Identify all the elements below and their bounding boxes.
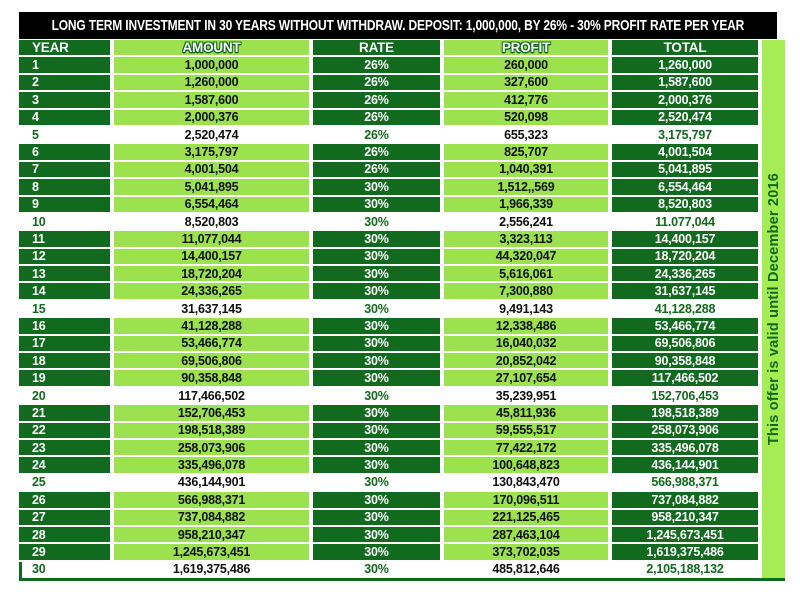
table-bottom-border: [19, 578, 785, 581]
table-cell-amount: 90,358,848: [114, 370, 309, 385]
table-cell-rate: 26%: [313, 162, 440, 177]
table-cell-rate: 30%: [313, 457, 440, 472]
table-cell-amount: 5,041,895: [114, 179, 309, 194]
table-cell-amount: 8,520,803: [114, 214, 309, 229]
table-cell-total: 14,400,157: [612, 231, 758, 246]
table-cell-amount: 69,506,806: [114, 353, 309, 368]
table-cell-profit: 12,338,486: [444, 318, 608, 333]
table-cell-year: 19: [19, 370, 110, 385]
table-cell-rate: 30%: [313, 527, 440, 542]
table-cell-amount: 1,619,375,486: [114, 562, 309, 577]
table-cell-total: 2,520,474: [612, 110, 758, 125]
table-left-border-fragment: [19, 562, 22, 578]
table-cell-profit: 44,320,047: [444, 249, 608, 264]
table-cell-year: 21: [19, 405, 110, 420]
table-cell-amount: 11,077,044: [114, 231, 309, 246]
table-cell-rate: 26%: [313, 127, 440, 142]
table-cell-rate: 30%: [313, 405, 440, 420]
table-cell-profit: 59,555,517: [444, 423, 608, 438]
table-cell-profit: 655,323: [444, 127, 608, 142]
column-header-profit: PROFIT: [444, 40, 608, 55]
table-cell-amount: 4,001,504: [114, 162, 309, 177]
table-cell-profit: 327,600: [444, 75, 608, 90]
title-text: LONG TERM INVESTMENT IN 30 YEARS WITHOUT WITHDRAW. DEPOSIT: 1,000,000, BY 26% - 30% PROFIT RATE PER YEAR: [51, 17, 745, 34]
table-cell-year: 30: [19, 562, 110, 577]
table-cell-profit: 373,702,035: [444, 544, 608, 559]
table-cell-amount: 152,706,453: [114, 405, 309, 420]
table-cell-rate: 26%: [313, 75, 440, 90]
table-cell-total: 24,336,265: [612, 266, 758, 281]
table-cell-rate: 30%: [313, 492, 440, 507]
table-cell-amount: 18,720,204: [114, 266, 309, 281]
table-cell-rate: 30%: [313, 318, 440, 333]
table-cell-profit: 2,556,241: [444, 214, 608, 229]
column-header-year: YEAR: [19, 40, 110, 55]
column-header-amount: AMOUNT: [114, 40, 309, 55]
table-cell-rate: 30%: [313, 562, 440, 577]
table-cell-amount: 53,466,774: [114, 336, 309, 351]
table-cell-rate: 30%: [313, 475, 440, 490]
table-cell-rate: 30%: [313, 370, 440, 385]
table-cell-amount: 566,988,371: [114, 492, 309, 507]
table-cell-profit: 16,040,032: [444, 336, 608, 351]
table-cell-total: 1,245,673,451: [612, 527, 758, 542]
table-cell-year: 16: [19, 318, 110, 333]
table-cell-profit: 221,125,465: [444, 510, 608, 525]
table-cell-total: 958,210,347: [612, 510, 758, 525]
table-cell-rate: 30%: [313, 214, 440, 229]
table-cell-total: 6,554,464: [612, 179, 758, 194]
table-cell-rate: 30%: [313, 544, 440, 559]
table-cell-amount: 24,336,265: [114, 283, 309, 298]
table-cell-profit: 45,811,936: [444, 405, 608, 420]
table-cell-rate: 30%: [313, 423, 440, 438]
table-cell-profit: 20,852,042: [444, 353, 608, 368]
table-cell-profit: 825,707: [444, 144, 608, 159]
table-cell-year: 25: [19, 475, 110, 490]
table-cell-amount: 2,000,376: [114, 110, 309, 125]
table-cell-total: 90,358,848: [612, 353, 758, 368]
table-cell-amount: 3,175,797: [114, 144, 309, 159]
table-cell-profit: 170,096,511: [444, 492, 608, 507]
table-cell-profit: 520,098: [444, 110, 608, 125]
table-cell-profit: 77,422,172: [444, 440, 608, 455]
table-cell-total: 1,619,375,486: [612, 544, 758, 559]
table-cell-profit: 1,512,,569: [444, 179, 608, 194]
table-cell-profit: 1,966,339: [444, 197, 608, 212]
table-cell-total: 31,637,145: [612, 283, 758, 298]
table-cell-rate: 30%: [313, 353, 440, 368]
table-cell-amount: 1,000,000: [114, 57, 309, 72]
table-cell-amount: 31,637,145: [114, 301, 309, 316]
table-cell-total: 566,988,371: [612, 475, 758, 490]
table-cell-profit: 3,323,113: [444, 231, 608, 246]
table-cell-year: 22: [19, 423, 110, 438]
table-cell-year: 7: [19, 162, 110, 177]
table-cell-rate: 30%: [313, 283, 440, 298]
table-cell-year: 11: [19, 231, 110, 246]
table-cell-year: 6: [19, 144, 110, 159]
table-cell-rate: 30%: [313, 440, 440, 455]
table-cell-total: 436,144,901: [612, 457, 758, 472]
table-cell-year: 8: [19, 179, 110, 194]
table-cell-total: 258,073,906: [612, 423, 758, 438]
table-cell-profit: 1,040,391: [444, 162, 608, 177]
table-cell-rate: 30%: [313, 336, 440, 351]
table-cell-total: 198,518,389: [612, 405, 758, 420]
table-cell-rate: 30%: [313, 301, 440, 316]
table-cell-rate: 30%: [313, 510, 440, 525]
table-cell-amount: 198,518,389: [114, 423, 309, 438]
table-cell-amount: 335,496,078: [114, 457, 309, 472]
table-cell-profit: 130,843,470: [444, 475, 608, 490]
table-cell-total: 3,175,797: [612, 127, 758, 142]
table-cell-profit: 7,300,880: [444, 283, 608, 298]
table-cell-amount: 737,084,882: [114, 510, 309, 525]
table-cell-year: 12: [19, 249, 110, 264]
table-cell-total: 69,506,806: [612, 336, 758, 351]
table-cell-amount: 1,260,000: [114, 75, 309, 90]
table-cell-year: 9: [19, 197, 110, 212]
table-cell-rate: 26%: [313, 92, 440, 107]
table-cell-total: 41,128,288: [612, 301, 758, 316]
table-cell-year: 2: [19, 75, 110, 90]
table-cell-year: 4: [19, 110, 110, 125]
table-cell-total: 1,260,000: [612, 57, 758, 72]
table-cell-year: 15: [19, 301, 110, 316]
table-cell-profit: 27,107,654: [444, 370, 608, 385]
table-cell-year: 28: [19, 527, 110, 542]
offer-validity-sidebar: [762, 40, 785, 578]
table-cell-amount: 2,520,474: [114, 127, 309, 142]
table-cell-profit: 287,463,104: [444, 527, 608, 542]
table-cell-total: 737,084,882: [612, 492, 758, 507]
table-cell-year: 1: [19, 57, 110, 72]
table-cell-rate: 30%: [313, 249, 440, 264]
table-cell-year: 3: [19, 92, 110, 107]
table-cell-rate: 30%: [313, 266, 440, 281]
table-cell-total: 1,587,600: [612, 75, 758, 90]
table-cell-rate: 30%: [313, 197, 440, 212]
table-cell-year: 14: [19, 283, 110, 298]
table-cell-year: 23: [19, 440, 110, 455]
table-cell-rate: 30%: [313, 231, 440, 246]
table-cell-year: 10: [19, 214, 110, 229]
table-cell-rate: 26%: [313, 110, 440, 125]
table-cell-total: 5,041,895: [612, 162, 758, 177]
table-cell-year: 27: [19, 510, 110, 525]
table-cell-profit: 5,616,061: [444, 266, 608, 281]
table-cell-total: 11.077,044: [612, 214, 758, 229]
table-cell-amount: 436,144,901: [114, 475, 309, 490]
table-cell-total: 335,496,078: [612, 440, 758, 455]
table-cell-year: 17: [19, 336, 110, 351]
table-cell-total: 53,466,774: [612, 318, 758, 333]
table-cell-total: 4,001,504: [612, 144, 758, 159]
table-cell-year: 29: [19, 544, 110, 559]
table-cell-profit: 35,239,951: [444, 388, 608, 403]
table-cell-rate: 26%: [313, 144, 440, 159]
title-bar: [19, 12, 777, 39]
table-cell-total: 2,105,188,132: [612, 562, 758, 577]
table-cell-amount: 14,400,157: [114, 249, 309, 264]
table-cell-amount: 117,466,502: [114, 388, 309, 403]
table-cell-amount: 258,073,906: [114, 440, 309, 455]
table-cell-amount: 1,245,673,451: [114, 544, 309, 559]
table-cell-rate: 30%: [313, 179, 440, 194]
table-cell-amount: 1,587,600: [114, 92, 309, 107]
table-cell-profit: 100,648,823: [444, 457, 608, 472]
table-cell-year: 26: [19, 492, 110, 507]
table-cell-total: 152,706,453: [612, 388, 758, 403]
column-header-rate: RATE: [313, 40, 440, 55]
table-cell-amount: 6,554,464: [114, 197, 309, 212]
table-cell-total: 117,466,502: [612, 370, 758, 385]
table-cell-year: 24: [19, 457, 110, 472]
table-cell-year: 18: [19, 353, 110, 368]
investment-table: [19, 40, 758, 577]
table-cell-year: 5: [19, 127, 110, 142]
table-cell-total: 8,520,803: [612, 197, 758, 212]
table-cell-total: 2,000,376: [612, 92, 758, 107]
offer-validity-text: This offer is valid until December 2016: [765, 172, 782, 446]
table-cell-rate: 26%: [313, 57, 440, 72]
table-cell-amount: 958,210,347: [114, 527, 309, 542]
table-cell-profit: 485,812,646: [444, 562, 608, 577]
table-cell-rate: 30%: [313, 388, 440, 403]
table-cell-year: 13: [19, 266, 110, 281]
table-cell-profit: 9,491,143: [444, 301, 608, 316]
table-cell-profit: 412,776: [444, 92, 608, 107]
table-cell-amount: 41,128,288: [114, 318, 309, 333]
table-cell-profit: 260,000: [444, 57, 608, 72]
column-header-total: TOTAL: [612, 40, 758, 55]
table-cell-total: 18,720,204: [612, 249, 758, 264]
table-cell-year: 20: [19, 388, 110, 403]
